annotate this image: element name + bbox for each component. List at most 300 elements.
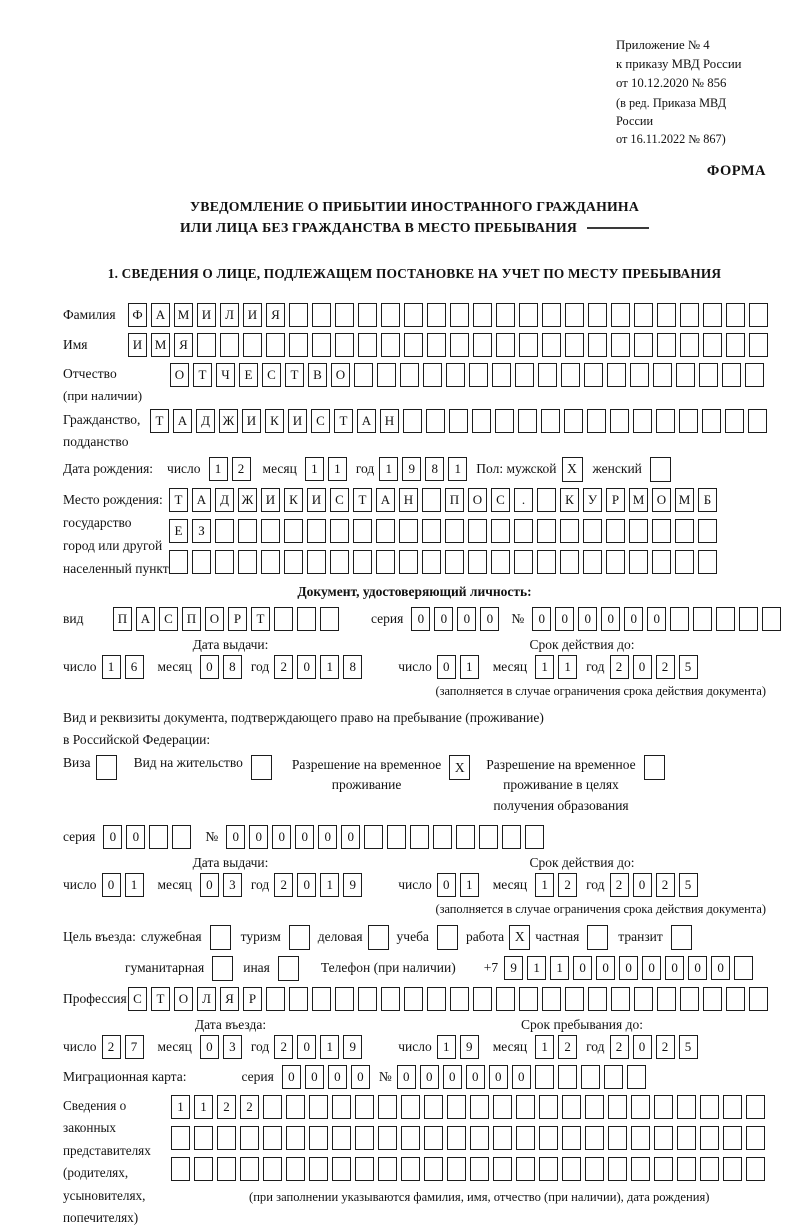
form-cell[interactable]	[538, 363, 557, 387]
form-cell[interactable]	[286, 1157, 305, 1181]
form-cell[interactable]: 1	[125, 873, 144, 897]
form-cell[interactable]	[358, 987, 377, 1011]
form-cell[interactable]	[726, 333, 745, 357]
form-cell[interactable]	[284, 519, 303, 543]
form-cell[interactable]	[652, 519, 671, 543]
form-cell[interactable]	[654, 1157, 673, 1181]
form-cell[interactable]: 1	[460, 873, 479, 897]
form-cell[interactable]: 9	[402, 457, 421, 481]
form-cell[interactable]: 2	[102, 1035, 121, 1059]
form-cell[interactable]	[358, 333, 377, 357]
form-cell[interactable]: 2	[656, 655, 675, 679]
form-cell[interactable]: К	[560, 488, 579, 512]
form-cell[interactable]	[427, 987, 446, 1011]
form-cell[interactable]	[491, 550, 510, 574]
form-cell[interactable]: 0	[249, 825, 268, 849]
form-cell[interactable]	[627, 1065, 646, 1089]
form-cell[interactable]: И	[242, 409, 261, 433]
sex-female-checkbox[interactable]	[650, 457, 671, 482]
form-cell[interactable]: 0	[457, 607, 476, 631]
form-cell[interactable]: 2	[558, 1035, 577, 1059]
form-cell[interactable]: 1	[102, 655, 121, 679]
form-cell[interactable]	[581, 1065, 600, 1089]
form-cell[interactable]	[716, 607, 735, 631]
purpose-business-checkbox[interactable]	[368, 925, 389, 950]
form-cell[interactable]	[354, 363, 373, 387]
form-cell[interactable]: 2	[558, 873, 577, 897]
form-cell[interactable]: 0	[126, 825, 145, 849]
form-cell[interactable]	[424, 1095, 443, 1119]
form-cell[interactable]: 1	[460, 655, 479, 679]
form-cell[interactable]: 0	[489, 1065, 508, 1089]
form-cell[interactable]	[496, 303, 515, 327]
form-cell[interactable]	[289, 987, 308, 1011]
form-cell[interactable]: М	[675, 488, 694, 512]
form-cell[interactable]	[194, 1157, 213, 1181]
form-cell[interactable]	[723, 1157, 742, 1181]
form-cell[interactable]	[726, 987, 745, 1011]
form-cell[interactable]	[263, 1157, 282, 1181]
form-cell[interactable]: К	[284, 488, 303, 512]
form-cell[interactable]: И	[243, 303, 262, 327]
form-cell[interactable]: О	[652, 488, 671, 512]
form-cell[interactable]	[450, 303, 469, 327]
form-cell[interactable]	[633, 409, 652, 433]
form-cell[interactable]	[261, 519, 280, 543]
form-cell[interactable]	[215, 519, 234, 543]
form-cell[interactable]: 0	[601, 607, 620, 631]
form-cell[interactable]	[585, 1095, 604, 1119]
form-cell[interactable]	[456, 825, 475, 849]
form-cell[interactable]	[472, 409, 491, 433]
form-cell[interactable]: М	[151, 333, 170, 357]
form-cell[interactable]: Ч	[216, 363, 235, 387]
form-cell[interactable]	[377, 363, 396, 387]
form-cell[interactable]: Е	[169, 519, 188, 543]
form-cell[interactable]	[266, 333, 285, 357]
form-cell[interactable]	[607, 363, 626, 387]
form-cell[interactable]	[745, 363, 764, 387]
form-cell[interactable]	[171, 1157, 190, 1181]
purpose-official-checkbox[interactable]	[210, 925, 231, 950]
form-cell[interactable]	[493, 1095, 512, 1119]
residence-permit-checkbox[interactable]	[251, 755, 272, 780]
form-cell[interactable]	[261, 550, 280, 574]
form-cell[interactable]	[492, 363, 511, 387]
form-cell[interactable]: С	[262, 363, 281, 387]
form-cell[interactable]	[381, 333, 400, 357]
form-cell[interactable]: 0	[532, 607, 551, 631]
form-cell[interactable]: 2	[610, 1035, 629, 1059]
form-cell[interactable]	[703, 987, 722, 1011]
form-cell[interactable]	[584, 363, 603, 387]
form-cell[interactable]	[535, 1065, 554, 1089]
form-cell[interactable]	[606, 519, 625, 543]
form-cell[interactable]: П	[445, 488, 464, 512]
form-cell[interactable]	[516, 1157, 535, 1181]
form-cell[interactable]	[220, 333, 239, 357]
form-cell[interactable]: М	[629, 488, 648, 512]
form-cell[interactable]	[699, 363, 718, 387]
purpose-private-checkbox[interactable]	[587, 925, 608, 950]
form-cell[interactable]: 0	[480, 607, 499, 631]
form-cell[interactable]: 2	[656, 1035, 675, 1059]
form-cell[interactable]	[634, 303, 653, 327]
form-cell[interactable]	[423, 363, 442, 387]
form-cell[interactable]	[680, 987, 699, 1011]
form-cell[interactable]: А	[192, 488, 211, 512]
form-cell[interactable]	[353, 519, 372, 543]
form-cell[interactable]	[676, 363, 695, 387]
form-cell[interactable]: А	[136, 607, 155, 631]
form-cell[interactable]	[335, 303, 354, 327]
form-cell[interactable]	[335, 333, 354, 357]
form-cell[interactable]	[473, 303, 492, 327]
form-cell[interactable]	[657, 303, 676, 327]
form-cell[interactable]	[562, 1157, 581, 1181]
form-cell[interactable]: Р	[228, 607, 247, 631]
form-cell[interactable]	[537, 550, 556, 574]
form-cell[interactable]	[491, 519, 510, 543]
form-cell[interactable]	[215, 550, 234, 574]
form-cell[interactable]: 1	[305, 457, 324, 481]
form-cell[interactable]: 0	[351, 1065, 370, 1089]
form-cell[interactable]	[539, 1157, 558, 1181]
form-cell[interactable]: 0	[619, 956, 638, 980]
form-cell[interactable]	[518, 409, 537, 433]
form-cell[interactable]: 5	[679, 655, 698, 679]
form-cell[interactable]: 1	[320, 873, 339, 897]
form-cell[interactable]	[656, 409, 675, 433]
form-cell[interactable]	[355, 1095, 374, 1119]
form-cell[interactable]	[700, 1126, 719, 1150]
form-cell[interactable]: 0	[555, 607, 574, 631]
form-cell[interactable]	[726, 303, 745, 327]
form-cell[interactable]	[565, 303, 584, 327]
form-cell[interactable]	[519, 333, 538, 357]
form-cell[interactable]: И	[288, 409, 307, 433]
form-cell[interactable]	[631, 1157, 650, 1181]
form-cell[interactable]	[238, 519, 257, 543]
form-cell[interactable]	[562, 1126, 581, 1150]
form-cell[interactable]	[286, 1095, 305, 1119]
form-cell[interactable]: 0	[305, 1065, 324, 1089]
purpose-study-checkbox[interactable]	[437, 925, 458, 950]
form-cell[interactable]	[634, 987, 653, 1011]
form-cell[interactable]	[495, 409, 514, 433]
purpose-transit-checkbox[interactable]	[671, 925, 692, 950]
form-cell[interactable]	[703, 333, 722, 357]
form-cell[interactable]	[169, 550, 188, 574]
form-cell[interactable]	[401, 1126, 420, 1150]
form-cell[interactable]: 2	[217, 1095, 236, 1119]
form-cell[interactable]: С	[311, 409, 330, 433]
form-cell[interactable]	[561, 363, 580, 387]
form-cell[interactable]: Д	[215, 488, 234, 512]
form-cell[interactable]	[525, 825, 544, 849]
form-cell[interactable]	[381, 303, 400, 327]
form-cell[interactable]: 2	[274, 873, 293, 897]
form-cell[interactable]	[403, 409, 422, 433]
purpose-humanitarian-checkbox[interactable]	[212, 956, 233, 981]
form-cell[interactable]	[289, 303, 308, 327]
form-cell[interactable]: С	[491, 488, 510, 512]
form-cell[interactable]: 0	[573, 956, 592, 980]
form-cell[interactable]	[608, 1157, 627, 1181]
form-cell[interactable]: 0	[665, 956, 684, 980]
form-cell[interactable]	[274, 607, 293, 631]
form-cell[interactable]: 1	[535, 1035, 554, 1059]
form-cell[interactable]	[335, 987, 354, 1011]
form-cell[interactable]: 0	[437, 873, 456, 897]
form-cell[interactable]	[749, 333, 768, 357]
form-cell[interactable]	[332, 1095, 351, 1119]
form-cell[interactable]: 0	[624, 607, 643, 631]
form-cell[interactable]: 0	[297, 655, 316, 679]
form-cell[interactable]: О	[331, 363, 350, 387]
form-cell[interactable]	[746, 1095, 765, 1119]
form-cell[interactable]	[608, 1095, 627, 1119]
form-cell[interactable]: Я	[266, 303, 285, 327]
form-cell[interactable]	[469, 363, 488, 387]
form-cell[interactable]	[537, 519, 556, 543]
form-cell[interactable]	[611, 987, 630, 1011]
form-cell[interactable]	[611, 333, 630, 357]
form-cell[interactable]: У	[583, 488, 602, 512]
form-cell[interactable]	[240, 1126, 259, 1150]
form-cell[interactable]: 0	[200, 873, 219, 897]
form-cell[interactable]	[631, 1095, 650, 1119]
form-cell[interactable]	[410, 825, 429, 849]
form-cell[interactable]	[725, 409, 744, 433]
form-cell[interactable]: 0	[411, 607, 430, 631]
form-cell[interactable]	[654, 1126, 673, 1150]
form-cell[interactable]	[240, 1157, 259, 1181]
form-cell[interactable]	[424, 1157, 443, 1181]
form-cell[interactable]	[401, 1095, 420, 1119]
form-cell[interactable]: 2	[656, 873, 675, 897]
form-cell[interactable]	[172, 825, 191, 849]
form-cell[interactable]	[519, 987, 538, 1011]
form-cell[interactable]	[565, 987, 584, 1011]
form-cell[interactable]	[629, 550, 648, 574]
form-cell[interactable]	[297, 607, 316, 631]
form-cell[interactable]	[312, 987, 331, 1011]
form-cell[interactable]	[353, 550, 372, 574]
form-cell[interactable]: 0	[633, 873, 652, 897]
form-cell[interactable]	[427, 303, 446, 327]
form-cell[interactable]	[542, 987, 561, 1011]
form-cell[interactable]	[654, 1095, 673, 1119]
form-cell[interactable]	[587, 409, 606, 433]
form-cell[interactable]: 0	[596, 956, 615, 980]
form-cell[interactable]: 0	[578, 607, 597, 631]
form-cell[interactable]: Л	[220, 303, 239, 327]
form-cell[interactable]	[355, 1157, 374, 1181]
form-cell[interactable]	[542, 303, 561, 327]
form-cell[interactable]	[677, 1157, 696, 1181]
form-cell[interactable]	[171, 1126, 190, 1150]
form-cell[interactable]: 2	[274, 1035, 293, 1059]
form-cell[interactable]	[539, 1126, 558, 1150]
form-cell[interactable]	[468, 550, 487, 574]
form-cell[interactable]	[447, 1157, 466, 1181]
form-cell[interactable]	[588, 987, 607, 1011]
form-cell[interactable]: 3	[223, 1035, 242, 1059]
form-cell[interactable]	[558, 1065, 577, 1089]
form-cell[interactable]: К	[265, 409, 284, 433]
form-cell[interactable]: 0	[200, 655, 219, 679]
form-cell[interactable]: 5	[679, 1035, 698, 1059]
form-cell[interactable]	[679, 409, 698, 433]
form-cell[interactable]	[378, 1095, 397, 1119]
form-cell[interactable]	[748, 409, 767, 433]
form-cell[interactable]	[496, 987, 515, 1011]
form-cell[interactable]: 1	[328, 457, 347, 481]
form-cell[interactable]	[585, 1126, 604, 1150]
form-cell[interactable]	[700, 1095, 719, 1119]
form-cell[interactable]	[387, 825, 406, 849]
form-cell[interactable]	[307, 550, 326, 574]
form-cell[interactable]	[404, 333, 423, 357]
form-cell[interactable]: А	[357, 409, 376, 433]
form-cell[interactable]	[746, 1126, 765, 1150]
form-cell[interactable]: 9	[504, 956, 523, 980]
form-cell[interactable]	[539, 1095, 558, 1119]
form-cell[interactable]	[680, 333, 699, 357]
form-cell[interactable]: Е	[239, 363, 258, 387]
form-cell[interactable]	[677, 1126, 696, 1150]
form-cell[interactable]: Н	[399, 488, 418, 512]
form-cell[interactable]: 0	[688, 956, 707, 980]
form-cell[interactable]	[422, 550, 441, 574]
form-cell[interactable]	[355, 1126, 374, 1150]
form-cell[interactable]	[238, 550, 257, 574]
form-cell[interactable]: А	[376, 488, 395, 512]
form-cell[interactable]	[309, 1157, 328, 1181]
form-cell[interactable]	[493, 1126, 512, 1150]
form-cell[interactable]	[473, 987, 492, 1011]
form-cell[interactable]	[560, 519, 579, 543]
form-cell[interactable]	[450, 333, 469, 357]
form-cell[interactable]	[330, 550, 349, 574]
form-cell[interactable]: Д	[196, 409, 215, 433]
form-cell[interactable]	[631, 1126, 650, 1150]
form-cell[interactable]	[404, 303, 423, 327]
form-cell[interactable]: .	[514, 488, 533, 512]
form-cell[interactable]: 1	[194, 1095, 213, 1119]
form-cell[interactable]: 7	[125, 1035, 144, 1059]
sex-male-checkbox[interactable]: X	[562, 457, 583, 482]
form-cell[interactable]: 1	[527, 956, 546, 980]
form-cell[interactable]	[541, 409, 560, 433]
form-cell[interactable]: 1	[437, 1035, 456, 1059]
form-cell[interactable]	[446, 363, 465, 387]
form-cell[interactable]: 9	[460, 1035, 479, 1059]
form-cell[interactable]	[749, 303, 768, 327]
form-cell[interactable]: 0	[272, 825, 291, 849]
form-cell[interactable]: 1	[171, 1095, 190, 1119]
form-cell[interactable]	[445, 550, 464, 574]
form-cell[interactable]: П	[113, 607, 132, 631]
form-cell[interactable]: 0	[711, 956, 730, 980]
form-cell[interactable]: О	[174, 987, 193, 1011]
form-cell[interactable]	[734, 956, 753, 980]
form-cell[interactable]	[516, 1126, 535, 1150]
form-cell[interactable]	[358, 303, 377, 327]
form-cell[interactable]	[516, 1095, 535, 1119]
form-cell[interactable]: 0	[642, 956, 661, 980]
form-cell[interactable]	[378, 1126, 397, 1150]
form-cell[interactable]: 5	[679, 873, 698, 897]
purpose-tourism-checkbox[interactable]	[289, 925, 310, 950]
form-cell[interactable]	[426, 409, 445, 433]
form-cell[interactable]: 1	[379, 457, 398, 481]
form-cell[interactable]	[652, 550, 671, 574]
form-cell[interactable]	[670, 607, 689, 631]
form-cell[interactable]	[657, 987, 676, 1011]
form-cell[interactable]	[583, 550, 602, 574]
form-cell[interactable]: Б	[698, 488, 717, 512]
form-cell[interactable]	[473, 333, 492, 357]
form-cell[interactable]: Р	[243, 987, 262, 1011]
form-cell[interactable]	[422, 519, 441, 543]
form-cell[interactable]	[447, 1095, 466, 1119]
form-cell[interactable]	[723, 1095, 742, 1119]
form-cell[interactable]	[376, 519, 395, 543]
form-cell[interactable]: 0	[103, 825, 122, 849]
form-cell[interactable]	[401, 1157, 420, 1181]
form-cell[interactable]	[400, 363, 419, 387]
form-cell[interactable]	[399, 550, 418, 574]
form-cell[interactable]: 6	[125, 655, 144, 679]
form-cell[interactable]	[470, 1157, 489, 1181]
form-cell[interactable]	[604, 1065, 623, 1089]
form-cell[interactable]	[657, 333, 676, 357]
form-cell[interactable]	[675, 550, 694, 574]
form-cell[interactable]	[447, 1126, 466, 1150]
form-cell[interactable]	[263, 1095, 282, 1119]
form-cell[interactable]	[376, 550, 395, 574]
form-cell[interactable]: 0	[633, 1035, 652, 1059]
form-cell[interactable]: 0	[297, 1035, 316, 1059]
form-cell[interactable]	[630, 363, 649, 387]
form-cell[interactable]: 1	[320, 1035, 339, 1059]
form-cell[interactable]: М	[174, 303, 193, 327]
form-cell[interactable]	[399, 519, 418, 543]
form-cell[interactable]: 8	[223, 655, 242, 679]
form-cell[interactable]: Т	[151, 987, 170, 1011]
form-cell[interactable]	[749, 987, 768, 1011]
form-cell[interactable]	[700, 1157, 719, 1181]
form-cell[interactable]	[722, 363, 741, 387]
form-cell[interactable]: Т	[353, 488, 372, 512]
form-cell[interactable]: Я	[220, 987, 239, 1011]
form-cell[interactable]: 0	[295, 825, 314, 849]
form-cell[interactable]	[433, 825, 452, 849]
form-cell[interactable]	[493, 1157, 512, 1181]
form-cell[interactable]	[680, 303, 699, 327]
form-cell[interactable]	[286, 1126, 305, 1150]
form-cell[interactable]: И	[261, 488, 280, 512]
form-cell[interactable]: 3	[223, 873, 242, 897]
form-cell[interactable]	[675, 519, 694, 543]
form-cell[interactable]: Н	[380, 409, 399, 433]
form-cell[interactable]	[703, 303, 722, 327]
form-cell[interactable]: Т	[334, 409, 353, 433]
form-cell[interactable]: 0	[282, 1065, 301, 1089]
form-cell[interactable]: Р	[606, 488, 625, 512]
